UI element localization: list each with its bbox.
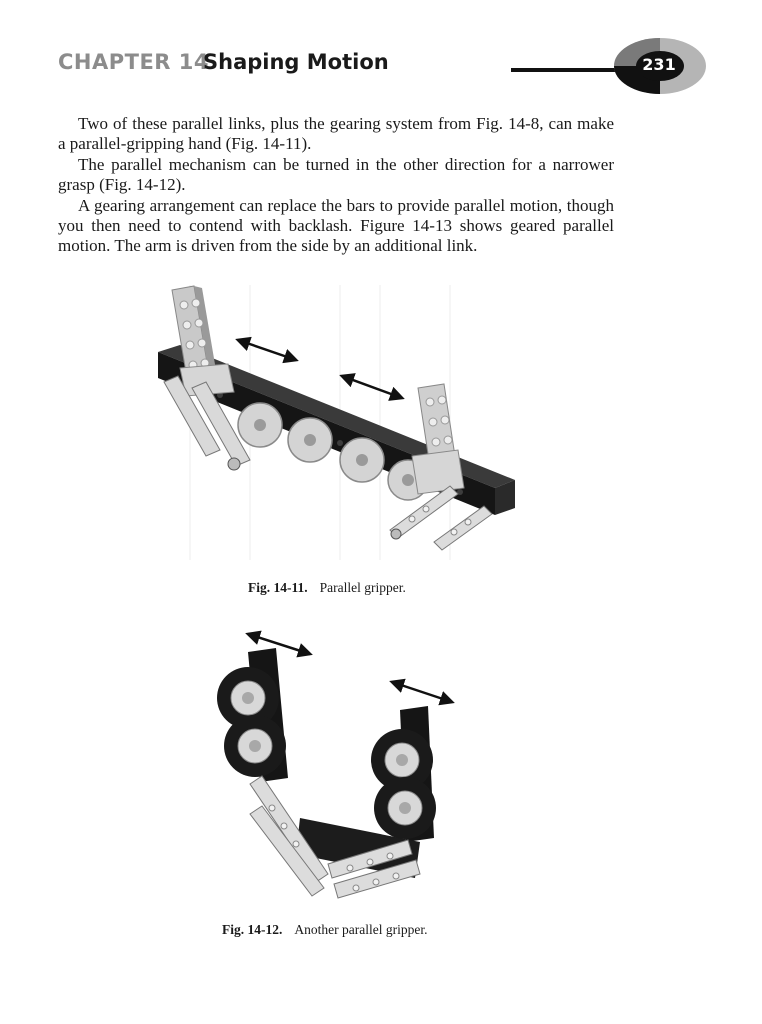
page-number: 231 — [642, 55, 676, 74]
figure-number: Fig. 14-11. — [248, 580, 308, 595]
chapter-label: CHAPTER 14 — [58, 50, 210, 74]
figure-parallel-gripper — [150, 280, 530, 565]
paragraph: Two of these parallel links, plus the gearing system from Fig. 14-8, can make a parallel-gripping hand (Fig. 14-11). — [58, 114, 614, 154]
paragraph: A gearing arrangement can replace the bars to provide parallel motion, though you then need to contend with backlash. Figure 14-13 shows geared parallel motion. The arm is driven from the side by an additional link. — [58, 195, 614, 256]
paragraph: The parallel mechanism can be turned in the other direction for a narrower grasp (Fig. 14-12). — [58, 154, 614, 195]
figure-caption — [248, 580, 406, 596]
figure-caption-text: Parallel gripper. — [319, 580, 406, 595]
chapter-title: Shaping Motion — [203, 50, 389, 74]
figure-caption-text: Another parallel gripper. — [294, 922, 428, 937]
body-text — [58, 114, 614, 257]
figure-number: Fig. 14-12. — [222, 922, 283, 937]
figure-another-parallel-gripper — [210, 628, 470, 908]
figure-caption — [222, 922, 427, 938]
